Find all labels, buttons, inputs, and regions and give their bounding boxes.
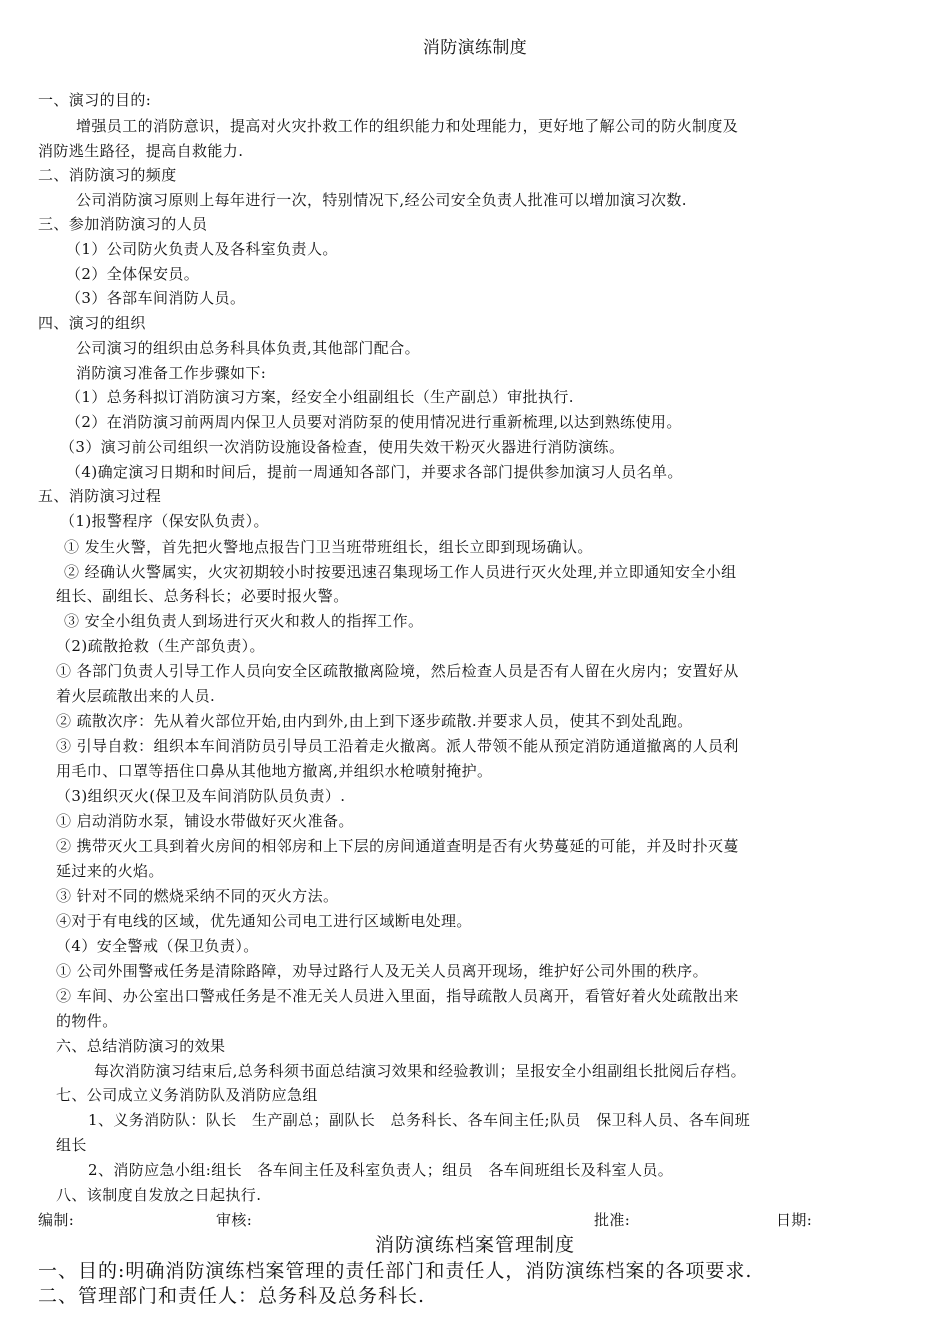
section-1-paragraph-line-2: 消防逃生路径，提高自救能力. xyxy=(38,142,244,160)
section-6-heading: 六、总结消防演习的效果 xyxy=(56,1037,226,1055)
section-4-paragraph-1: 公司演习的组织由总务科具体负责,其他部门配合。 xyxy=(76,339,420,357)
section-5-line: ① 启动消防水泵，铺设水带做好灭火准备。 xyxy=(56,812,354,830)
signature-date-label: 日期: xyxy=(776,1211,813,1229)
section-7-heading: 七、公司成立义务消防队及消防应急组 xyxy=(56,1086,318,1104)
section-3-item: （2）全体保安员。 xyxy=(66,265,200,283)
section-5-line: ② 携带灭火工具到着火房间的相邻房和上下层的房间通道查明是否有火势蔓延的可能，并及时扑灭蔓 xyxy=(56,837,739,855)
section-5-line: （2)疏散抢救（生产部负责）。 xyxy=(56,637,265,655)
section-5-line: ③ 针对不同的燃烧采纳不同的灭火方法。 xyxy=(56,887,339,905)
section-5-line: ① 发生火警，首先把火警地点报告门卫当班带班组长，组长立即到现场确认。 xyxy=(64,538,593,556)
section-5-line: ③ 安全小组负责人到场进行灭火和救人的指挥工作。 xyxy=(64,612,424,630)
section-8-heading: 八、该制度自发放之日起执行. xyxy=(56,1186,262,1204)
signature-approved-label: 批准: xyxy=(594,1211,631,1229)
document-title: 消防演练制度 xyxy=(422,38,528,58)
section-7-paragraph-line-3: 2、消防应急小组:组长 各车间主任及科室负责人；组员 各车间班组长及科室人员。 xyxy=(88,1161,674,1179)
section-5-line: 组长、副组长、总务科长；必要时报火警。 xyxy=(56,587,349,605)
section-5-line: （3)组织灭火(保卫及车间消防队员负责）. xyxy=(56,787,346,805)
document-2-title: 消防演练档案管理制度 xyxy=(374,1234,575,1256)
document-2-line-2: 二、管理部门和责任人：总务科及总务科长. xyxy=(38,1285,426,1307)
section-5-line: 延过来的火焰。 xyxy=(56,862,164,880)
section-5-line: ② 经确认火警属实，火灾初期较小时按要迅速召集现场工作人员进行灭火处理,并立即通知安全小组 xyxy=(64,563,737,581)
section-5-line: ② 疏散次序：先从着火部位开始,由内到外,由上到下逐步疏散.并要求人员，使其不到处乱跑。 xyxy=(56,712,693,730)
section-5-line: 的物件。 xyxy=(56,1012,118,1030)
section-5-line: ① 各部门负责人引导工作人员向安全区疏散撤离险境，然后检查人员是否有人留在火房内；安置好从 xyxy=(56,662,739,680)
section-4-item: （4)确定演习日期和时间后，提前一周通知各部门，并要求各部门提供参加演习人员名单。 xyxy=(66,463,683,481)
section-5-line: （4）安全警戒（保卫负责）。 xyxy=(56,937,259,955)
section-5-line: ② 车间、办公室出口警戒任务是不准无关人员进入里面，指导疏散人员离开，看管好着火处疏散出来 xyxy=(56,987,739,1005)
section-3-heading: 三、参加消防演习的人员 xyxy=(38,215,208,233)
section-1-paragraph-line-1: 增强员工的消防意识，提高对火灾扑救工作的组织能力和处理能力，更好地了解公司的防火制度及 xyxy=(76,117,739,135)
section-3-item: （3）各部车间消防人员。 xyxy=(66,289,246,307)
section-5-line: 用毛巾、口罩等捂住口鼻从其他地方撤离,并组织水枪喷射掩护。 xyxy=(56,762,493,780)
section-5-line: ④对于有电线的区域，优先通知公司电工进行区域断电处理。 xyxy=(56,912,472,930)
section-2-heading: 二、消防演习的频度 xyxy=(38,166,177,184)
section-4-item: （1）总务科拟订消防演习方案，经安全小组副组长（生产副总）审批执行. xyxy=(66,388,574,406)
section-1-heading: 一、演习的目的: xyxy=(38,91,152,109)
signature-compiled-label: 编制: xyxy=(38,1211,75,1229)
section-5-heading: 五、消防演习过程 xyxy=(38,487,162,505)
section-7-paragraph-line-1: 1、义务消防队：队长 生产副总；副队长 总务科长、各车间主任;队员 保卫科人员、各车间班 xyxy=(88,1111,751,1129)
section-2-paragraph: 公司消防演习原则上每年进行一次，特别情况下,经公司安全负责人批准可以增加演习次数. xyxy=(76,191,687,209)
document-2-line-1: 一、目的:明确消防演练档案管理的责任部门和责任人，消防演练档案的各项要求. xyxy=(38,1260,753,1282)
section-5-line: （1)报警程序（保安队负责）。 xyxy=(60,512,269,530)
section-5-line: ③ 引导自救：组织本车间消防员引导员工沿着走火撤离。派人带领不能从预定消防通道撤离的人员利 xyxy=(56,737,739,755)
section-7-paragraph-line-2: 组长 xyxy=(56,1136,87,1154)
section-4-heading: 四、演习的组织 xyxy=(38,314,146,332)
signature-reviewed-label: 审核: xyxy=(216,1211,253,1229)
section-4-item: （3）演习前公司组织一次消防设施设备检查，使用失效干粉灭火器进行消防演练。 xyxy=(60,438,625,456)
section-6-paragraph: 每次消防演习结束后,总务科须书面总结演习效果和经验教训；呈报安全小组副组长批阅后存档。 xyxy=(94,1062,746,1080)
section-5-line: 着火层疏散出来的人员. xyxy=(56,687,216,705)
section-5-line: ① 公司外围警戒任务是清除路障，劝导过路行人及无关人员离开现场，维护好公司外围的秩序。 xyxy=(56,962,708,980)
section-4-paragraph-2: 消防演习准备工作步骤如下: xyxy=(76,364,267,382)
section-3-item: （1）公司防火负责人及各科室负责人。 xyxy=(66,240,338,258)
section-4-item: （2）在消防演习前两周内保卫人员要对消防泵的使用情况进行重新梳理,以达到熟练使用。 xyxy=(66,413,682,431)
